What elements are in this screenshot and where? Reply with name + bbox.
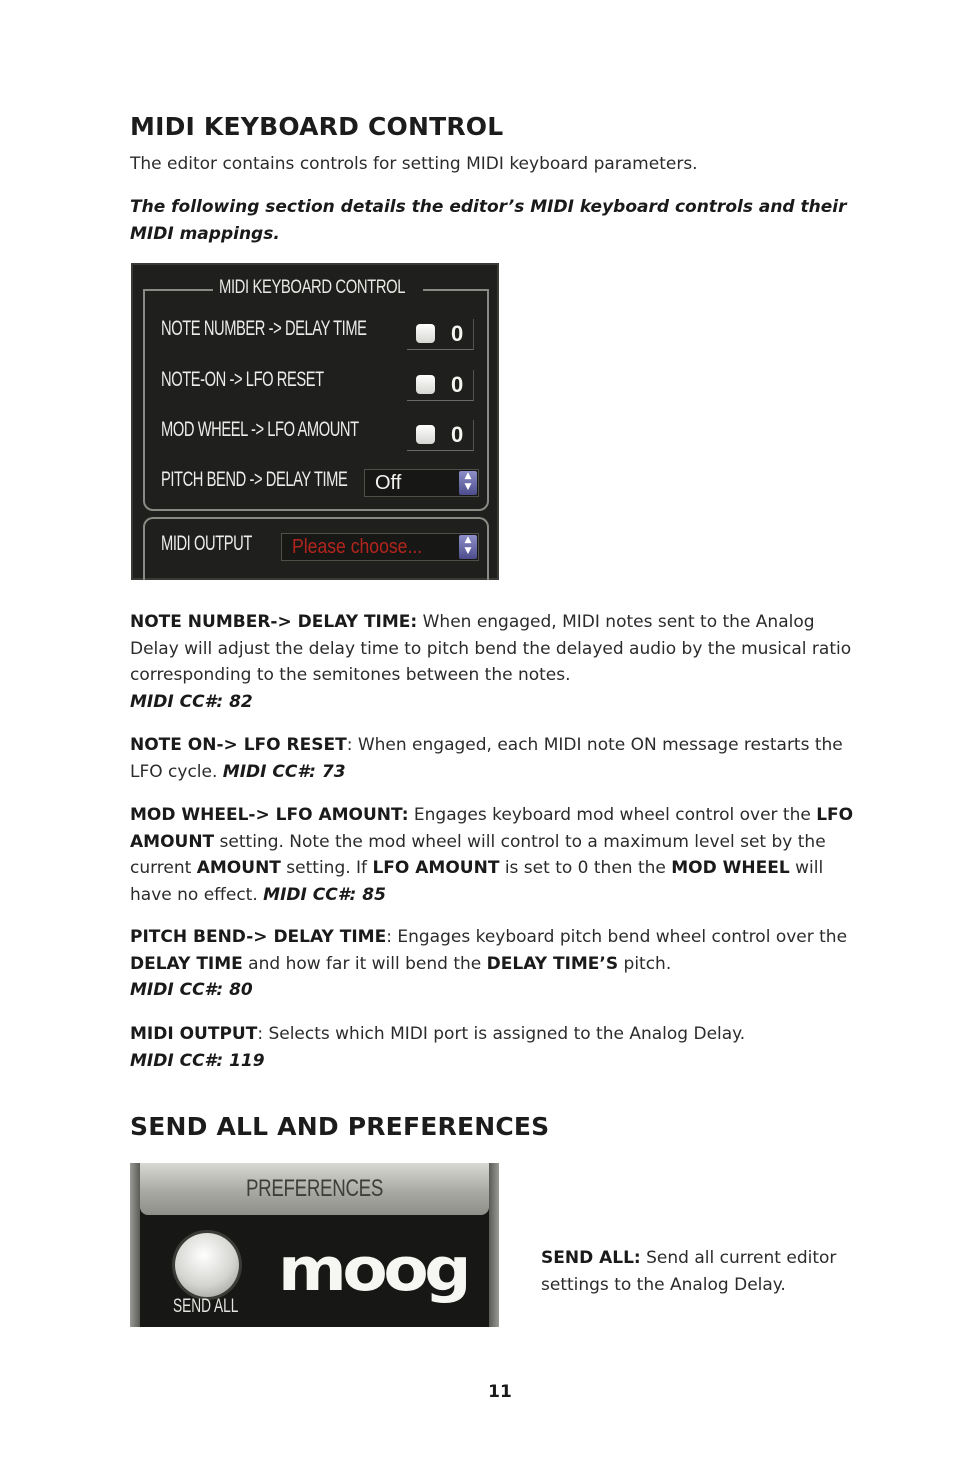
- send-all-label: SEND ALL: [173, 1296, 239, 1317]
- midi-intro: The editor contains controls for setting MIDI keyboard parameters.: [130, 154, 698, 174]
- desc-note-on: [130, 732, 865, 785]
- spinner-arrows-icon[interactable]: ▲ ▼: [459, 471, 477, 495]
- desc-text: is set to 0 then the: [499, 858, 672, 878]
- desc-text: : Selects which MIDI port is assigned to the Analog Delay.: [257, 1024, 746, 1044]
- desc-text: will have no effect.: [130, 858, 824, 905]
- desc-note-number: [130, 609, 865, 715]
- section-heading-send-all: SEND ALL AND PREFERENCES: [130, 1112, 550, 1141]
- desc-term: PITCH BEND-> DELAY TIME: [130, 927, 387, 947]
- select-placeholder: Please choose...: [292, 536, 423, 558]
- row-label-midi-output: MIDI OUTPUT: [161, 532, 252, 555]
- desc-term: MOD WHEEL: [671, 858, 790, 878]
- desc-term: MOD WHEEL-> LFO AMOUNT:: [130, 805, 409, 825]
- desc-cc: MIDI CC#: 85: [263, 884, 386, 905]
- desc-text: Engages keyboard mod wheel control over the: [408, 805, 817, 825]
- cc-value: 0: [451, 372, 464, 397]
- desc-term: AMOUNT: [196, 858, 281, 878]
- section-heading-midi: MIDI KEYBOARD CONTROL: [130, 112, 504, 141]
- desc-cc: MIDI CC#: 119: [130, 1050, 265, 1071]
- checkbox[interactable]: [416, 425, 435, 444]
- panel-title: MIDI KEYBOARD CONTROL: [219, 277, 406, 298]
- desc-pitch-bend: [130, 924, 865, 1004]
- cc-value: 0: [451, 321, 464, 346]
- row-label-mod-wheel: MOD WHEEL -> LFO AMOUNT: [161, 418, 359, 441]
- desc-send-all: [541, 1245, 841, 1298]
- desc-text: : Engages keyboard pitch bend wheel control over the: [386, 927, 848, 947]
- preferences-title: PREFERENCES: [246, 1175, 383, 1202]
- preferences-tab[interactable]: [140, 1163, 489, 1215]
- select-value: Off: [375, 472, 402, 494]
- send-all-button[interactable]: [175, 1233, 239, 1297]
- preferences-panel: [130, 1163, 499, 1327]
- desc-text: When engaged, MIDI notes sent to the Analog Delay will adjust the delay time to pitch bend the delayed audio by the musical ratio corresponding to the semitones between the notes.: [130, 612, 852, 685]
- desc-term: DELAY TIME’S: [486, 953, 619, 974]
- desc-term: DELAY TIME: [130, 953, 243, 974]
- midi-lead: The following section details the editor’s MIDI keyboard controls and their MIDI mappings.: [130, 197, 847, 244]
- desc-term: MIDI OUTPUT: [130, 1024, 258, 1044]
- pitch-bend-select[interactable]: [364, 469, 479, 497]
- checkbox[interactable]: [416, 375, 435, 394]
- moog-logo: moog: [278, 1235, 468, 1305]
- panel-side: [489, 1163, 499, 1327]
- row-label-note-on: NOTE-ON -> LFO RESET: [161, 368, 324, 391]
- panel-side: [130, 1163, 140, 1327]
- row-control-mod-wheel[interactable]: [407, 420, 474, 451]
- desc-term: SEND ALL:: [541, 1248, 641, 1268]
- desc-cc: MIDI CC#: 80: [130, 980, 253, 1000]
- row-control-note-on[interactable]: [407, 370, 474, 401]
- checkbox[interactable]: [416, 324, 435, 343]
- desc-cc: MIDI CC#: 82: [130, 691, 253, 712]
- desc-text: pitch.: [618, 953, 672, 974]
- page-number: 11: [488, 1382, 512, 1402]
- midi-output-select[interactable]: [281, 533, 479, 561]
- desc-midi-output: [130, 1021, 865, 1074]
- cc-value: 0: [451, 422, 464, 447]
- desc-text: Send all current editor settings to the Analog Delay.: [541, 1248, 837, 1295]
- desc-mod-wheel: [130, 802, 865, 908]
- desc-term: NOTE NUMBER-> DELAY TIME:: [130, 612, 418, 632]
- spinner-arrows-icon[interactable]: ▲ ▼: [459, 535, 477, 559]
- desc-text: setting. If: [280, 858, 373, 878]
- desc-term: NOTE ON-> LFO RESET: [130, 735, 347, 755]
- desc-cc: MIDI CC#: 73: [222, 761, 346, 782]
- row-label-note-number: NOTE NUMBER -> DELAY TIME: [161, 317, 367, 340]
- desc-text: and how far it will bend the: [242, 953, 487, 974]
- midi-keyboard-panel: [131, 263, 499, 580]
- desc-term: LFO AMOUNT: [130, 805, 854, 852]
- desc-term: LFO AMOUNT: [372, 858, 500, 878]
- desc-text: setting. Note the mod wheel will control to a maximum level set by the current: [130, 831, 826, 878]
- desc-text: : When engaged, each MIDI note ON message restarts the LFO cycle.: [130, 735, 843, 782]
- row-control-note-number[interactable]: [407, 319, 474, 350]
- row-label-pitch-bend: PITCH BEND -> DELAY TIME: [161, 468, 348, 491]
